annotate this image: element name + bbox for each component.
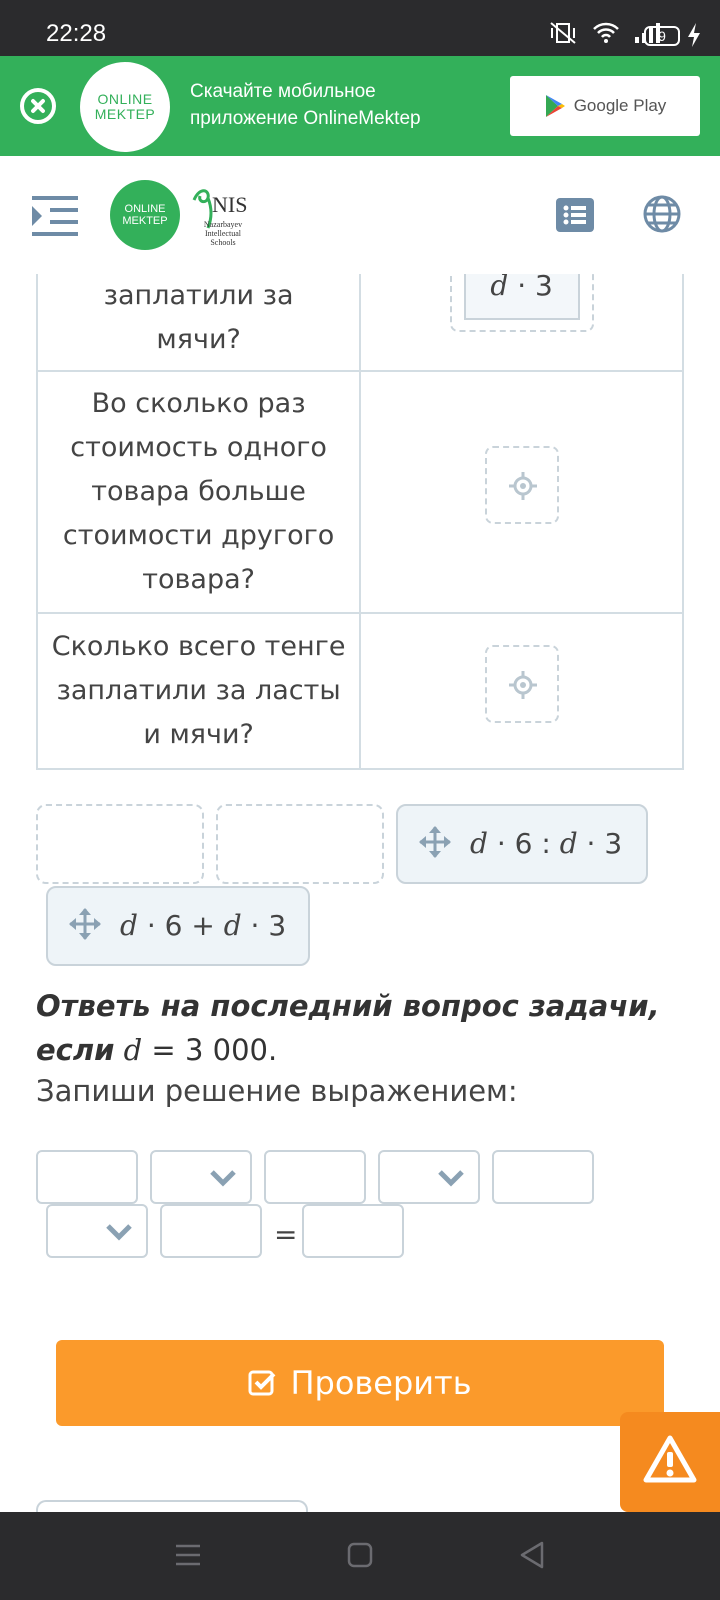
chevron-down-icon: [104, 1220, 134, 1244]
math-var: d: [490, 274, 509, 302]
answer-cell: [360, 613, 683, 769]
close-icon[interactable]: [20, 88, 56, 124]
charging-icon: [686, 22, 702, 48]
google-play-button[interactable]: [510, 76, 700, 136]
chip-text: · 6 +: [137, 909, 224, 942]
logo-line2: MEKTEP: [122, 215, 168, 227]
crosshair-icon: [509, 472, 537, 500]
answer-slot[interactable]: [450, 274, 594, 332]
chevron-down-icon: [436, 1166, 466, 1190]
move-icon: [418, 825, 452, 859]
table-row: [37, 613, 683, 769]
math-rest: · 3: [508, 274, 553, 302]
number-input[interactable]: [36, 1150, 138, 1204]
prompt-value: = 3 000.: [142, 1033, 278, 1067]
menu-toggle-icon[interactable]: [30, 192, 80, 240]
google-play-label: Google Play: [573, 96, 667, 115]
crosshair-icon: [509, 671, 537, 699]
nis-subtitle: Nazarbayev Intellectual Schools: [203, 220, 243, 247]
question-text: заплатили за мячи?: [103, 280, 294, 355]
chevron-down-icon: [208, 1166, 238, 1190]
check-button[interactable]: [56, 1340, 664, 1426]
prompt-bold: Ответь на последний вопрос задачи, если: [36, 989, 660, 1067]
battery-icon: 9: [644, 26, 680, 46]
report-button[interactable]: [620, 1412, 720, 1512]
move-icon: [68, 907, 102, 941]
list-icon[interactable]: [556, 198, 594, 232]
number-input[interactable]: [492, 1150, 594, 1204]
app-banner: [0, 56, 720, 156]
banner-logo-line1: ONLINE: [97, 91, 153, 107]
menu-nav-icon[interactable]: [174, 1542, 202, 1568]
checkbox-check-icon: [248, 1369, 276, 1397]
number-input[interactable]: [264, 1150, 366, 1204]
wifi-icon: [592, 21, 620, 45]
partial-panel: [36, 1500, 308, 1512]
question-cell: [37, 274, 360, 371]
empty-chip-slot: [36, 804, 204, 884]
table-row: [37, 274, 683, 371]
result-input[interactable]: [302, 1204, 404, 1258]
app-header: [0, 156, 720, 274]
empty-chip-slot: [216, 804, 384, 884]
task-prompt: [36, 984, 676, 1072]
operator-select[interactable]: [46, 1204, 148, 1258]
equals-sign: =: [274, 1218, 298, 1251]
vibrate-mute-icon: [548, 20, 578, 46]
number-input[interactable]: [160, 1204, 262, 1258]
answer-cell: [360, 274, 683, 371]
chip-text: · 3: [241, 909, 287, 942]
chip-text: · 3: [577, 827, 623, 860]
math-var: d: [470, 827, 488, 860]
status-time: 22:28: [46, 20, 107, 47]
banner-text: Скачайте мобильное приложение OnlineMektep: [190, 81, 421, 129]
placed-chip[interactable]: [464, 274, 580, 320]
nis-title: NIS: [212, 192, 248, 217]
status-bar: [0, 0, 720, 56]
table-row: [37, 371, 683, 613]
back-nav-icon[interactable]: [518, 1540, 546, 1570]
draggable-chip[interactable]: [396, 804, 648, 884]
math-var: d: [559, 827, 578, 860]
drop-target[interactable]: [485, 446, 559, 524]
globe-icon[interactable]: [642, 194, 682, 234]
check-button-label: Проверить: [290, 1364, 472, 1402]
warning-icon: [620, 1412, 720, 1512]
logo-line1: ONLINE: [124, 203, 166, 215]
banner-logo-line2: MEKTEP: [94, 106, 156, 122]
system-nav-bar: [0, 1512, 720, 1600]
question-cell: Сколько всего тенге заплатили за ласты и мячи?: [37, 613, 360, 769]
banner-logo: [80, 62, 170, 152]
write-label: Запиши решение выражением:: [36, 1074, 518, 1108]
math-var: d: [120, 909, 138, 942]
operator-select[interactable]: [150, 1150, 252, 1204]
onlinemektep-logo[interactable]: [110, 180, 180, 250]
exercise-content: [0, 274, 720, 1512]
drop-target[interactable]: [485, 645, 559, 723]
operator-select[interactable]: [378, 1150, 480, 1204]
answer-cell: [360, 371, 683, 613]
question-cell: Во сколько раз стоимость одного товара больше стоимости другого товара?: [37, 371, 360, 613]
home-nav-icon[interactable]: [347, 1542, 373, 1568]
math-var: d: [223, 909, 242, 942]
math-var: d: [123, 1033, 143, 1067]
draggable-chip[interactable]: [46, 886, 310, 966]
question-table: [36, 274, 684, 770]
google-play-icon: [544, 94, 566, 118]
chip-text: · 6 :: [487, 827, 560, 860]
